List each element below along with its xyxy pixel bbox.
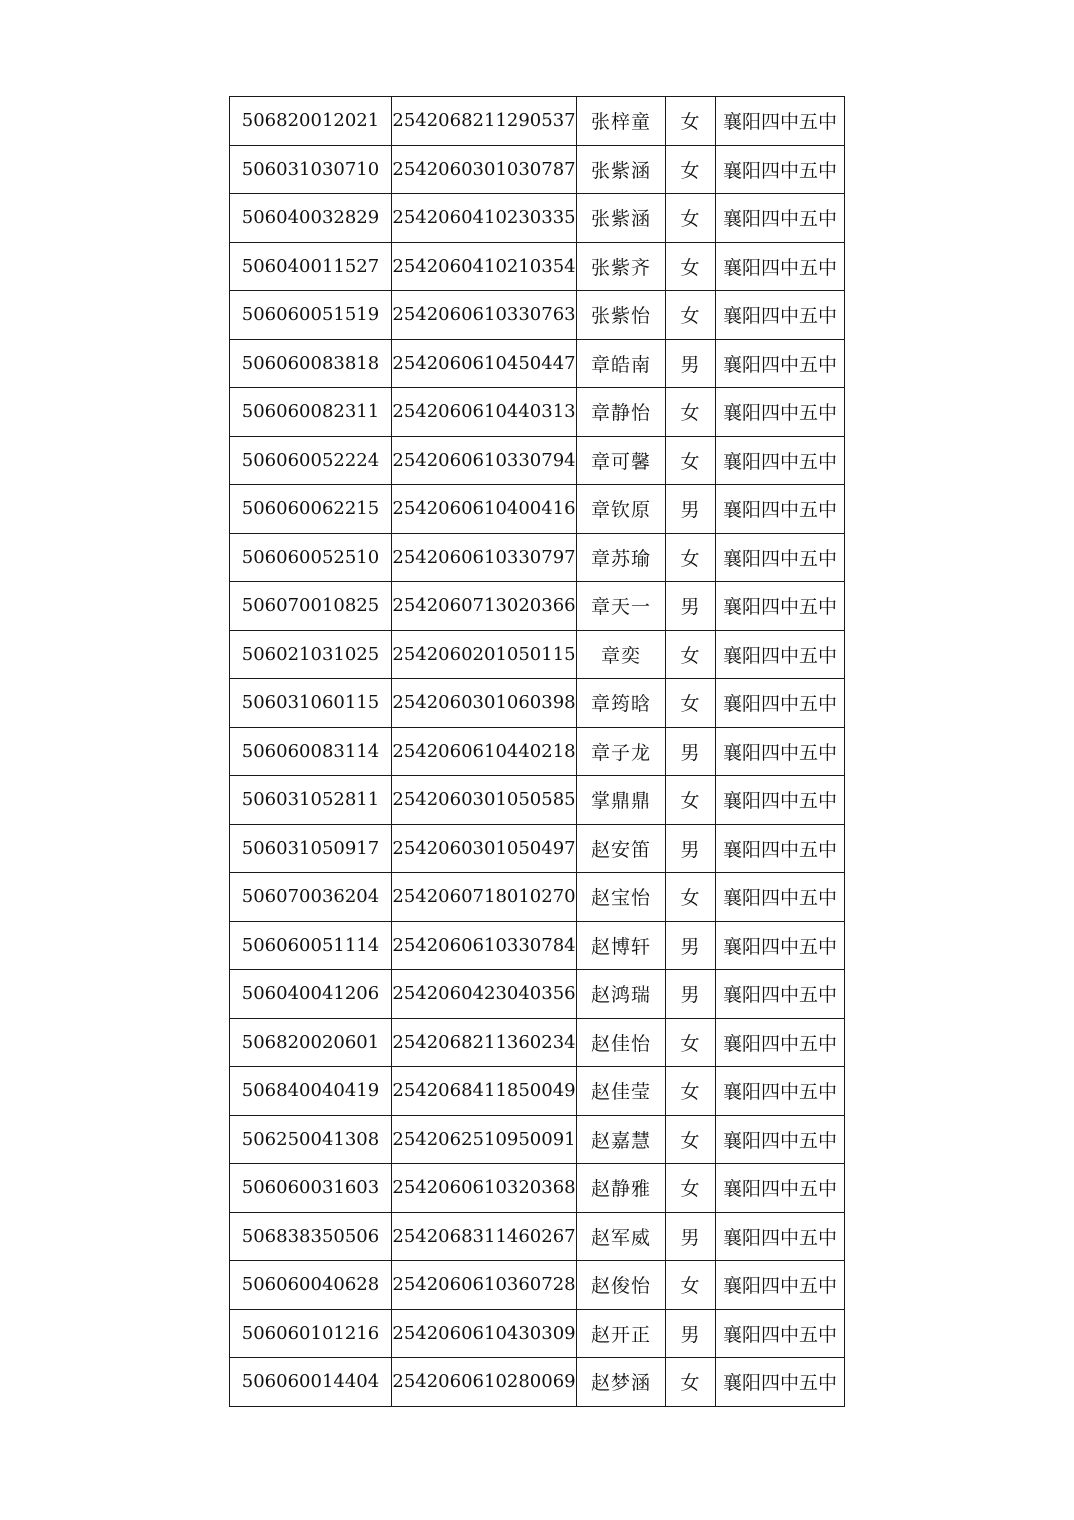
exam-number-cell: 506031060115	[230, 679, 392, 728]
student-name-cell: 张紫齐	[577, 242, 666, 291]
table-row	[230, 1018, 845, 1067]
student-id-cell: 2542060423040356	[392, 970, 577, 1019]
student-name-cell: 章苏瑜	[577, 533, 666, 582]
school-cell: 襄阳四中五中	[716, 921, 845, 970]
school-cell: 襄阳四中五中	[716, 97, 845, 146]
table-row	[230, 97, 845, 146]
gender-cell: 女	[666, 97, 716, 146]
table-row	[230, 630, 845, 679]
student-id-cell: 2542060610450447	[392, 339, 577, 388]
exam-number-cell: 506060052510	[230, 533, 392, 582]
exam-number-cell: 506060062215	[230, 485, 392, 534]
gender-cell: 男	[666, 1309, 716, 1358]
school-cell: 襄阳四中五中	[716, 533, 845, 582]
student-name-cell: 章钦原	[577, 485, 666, 534]
student-name-cell: 赵佳怡	[577, 1018, 666, 1067]
student-name-cell: 赵宝怡	[577, 873, 666, 922]
student-name-cell: 张紫怡	[577, 291, 666, 340]
gender-cell: 女	[666, 291, 716, 340]
school-cell: 襄阳四中五中	[716, 388, 845, 437]
table-row	[230, 1309, 845, 1358]
student-name-cell: 章可馨	[577, 436, 666, 485]
table-row	[230, 242, 845, 291]
school-cell: 襄阳四中五中	[716, 291, 845, 340]
table-row	[230, 824, 845, 873]
student-id-cell: 2542068211360234	[392, 1018, 577, 1067]
table-row	[230, 1164, 845, 1213]
student-id-cell: 2542060610280069	[392, 1358, 577, 1407]
gender-cell: 男	[666, 582, 716, 631]
exam-number-cell: 506031052811	[230, 776, 392, 825]
exam-number-cell: 506820012021	[230, 97, 392, 146]
student-id-cell: 2542060301030787	[392, 145, 577, 194]
gender-cell: 女	[666, 242, 716, 291]
gender-cell: 女	[666, 1115, 716, 1164]
student-name-cell: 章筠晗	[577, 679, 666, 728]
school-cell: 襄阳四中五中	[716, 436, 845, 485]
school-cell: 襄阳四中五中	[716, 242, 845, 291]
exam-number-cell: 506070036204	[230, 873, 392, 922]
student-name-cell: 章子龙	[577, 727, 666, 776]
student-id-cell: 2542068311460267	[392, 1212, 577, 1261]
student-id-cell: 2542060201050115	[392, 630, 577, 679]
table-row	[230, 1261, 845, 1310]
gender-cell: 女	[666, 1358, 716, 1407]
gender-cell: 女	[666, 1018, 716, 1067]
student-id-cell: 2542068411850049	[392, 1067, 577, 1116]
school-cell: 襄阳四中五中	[716, 1261, 845, 1310]
school-cell: 襄阳四中五中	[716, 679, 845, 728]
gender-cell: 男	[666, 921, 716, 970]
student-id-cell: 2542060718010270	[392, 873, 577, 922]
school-cell: 襄阳四中五中	[716, 1164, 845, 1213]
gender-cell: 男	[666, 824, 716, 873]
gender-cell: 女	[666, 630, 716, 679]
school-cell: 襄阳四中五中	[716, 1309, 845, 1358]
student-id-cell: 2542060610440218	[392, 727, 577, 776]
table-row	[230, 679, 845, 728]
school-cell: 襄阳四中五中	[716, 727, 845, 776]
exam-number-cell: 506250041308	[230, 1115, 392, 1164]
exam-number-cell: 506840040419	[230, 1067, 392, 1116]
table-row	[230, 582, 845, 631]
student-id-cell: 2542062510950091	[392, 1115, 577, 1164]
school-cell: 襄阳四中五中	[716, 824, 845, 873]
student-roster-table	[229, 96, 845, 1407]
student-id-cell: 2542060610400416	[392, 485, 577, 534]
student-name-cell: 赵佳莹	[577, 1067, 666, 1116]
table-row	[230, 388, 845, 437]
table-row	[230, 291, 845, 340]
student-name-cell: 赵军威	[577, 1212, 666, 1261]
exam-number-cell: 506820020601	[230, 1018, 392, 1067]
student-name-cell: 章奕	[577, 630, 666, 679]
student-id-cell: 2542060610330763	[392, 291, 577, 340]
gender-cell: 女	[666, 1067, 716, 1116]
school-cell: 襄阳四中五中	[716, 970, 845, 1019]
student-name-cell: 张紫涵	[577, 194, 666, 243]
gender-cell: 男	[666, 970, 716, 1019]
student-id-cell: 2542060301060398	[392, 679, 577, 728]
school-cell: 襄阳四中五中	[716, 339, 845, 388]
exam-number-cell: 506040041206	[230, 970, 392, 1019]
school-cell: 襄阳四中五中	[716, 1212, 845, 1261]
gender-cell: 男	[666, 1212, 716, 1261]
gender-cell: 女	[666, 388, 716, 437]
student-name-cell: 赵梦涵	[577, 1358, 666, 1407]
exam-number-cell: 506060052224	[230, 436, 392, 485]
student-name-cell: 章天一	[577, 582, 666, 631]
student-id-cell: 2542060610440313	[392, 388, 577, 437]
student-id-cell: 2542060410210354	[392, 242, 577, 291]
student-name-cell: 赵俊怡	[577, 1261, 666, 1310]
school-cell: 襄阳四中五中	[716, 194, 845, 243]
table-row	[230, 921, 845, 970]
school-cell: 襄阳四中五中	[716, 1067, 845, 1116]
student-name-cell: 赵博轩	[577, 921, 666, 970]
student-id-cell: 2542060713020366	[392, 582, 577, 631]
table-row	[230, 873, 845, 922]
student-name-cell: 赵鸿瑞	[577, 970, 666, 1019]
table-row	[230, 1358, 845, 1407]
school-cell: 襄阳四中五中	[716, 582, 845, 631]
table-row	[230, 1115, 845, 1164]
student-id-cell: 2542060610330794	[392, 436, 577, 485]
table-row	[230, 1067, 845, 1116]
exam-number-cell: 506040032829	[230, 194, 392, 243]
student-id-cell: 2542060610330797	[392, 533, 577, 582]
table-row	[230, 339, 845, 388]
student-id-cell: 2542060610320368	[392, 1164, 577, 1213]
school-cell: 襄阳四中五中	[716, 776, 845, 825]
gender-cell: 女	[666, 776, 716, 825]
gender-cell: 男	[666, 727, 716, 776]
school-cell: 襄阳四中五中	[716, 1358, 845, 1407]
table-row	[230, 970, 845, 1019]
roster-body	[230, 97, 845, 1407]
exam-number-cell: 506060051519	[230, 291, 392, 340]
student-name-cell: 赵静雅	[577, 1164, 666, 1213]
exam-number-cell: 506031050917	[230, 824, 392, 873]
student-name-cell: 掌鼎鼎	[577, 776, 666, 825]
school-cell: 襄阳四中五中	[716, 873, 845, 922]
gender-cell: 女	[666, 679, 716, 728]
school-cell: 襄阳四中五中	[716, 485, 845, 534]
gender-cell: 女	[666, 145, 716, 194]
gender-cell: 男	[666, 339, 716, 388]
exam-number-cell: 506021031025	[230, 630, 392, 679]
student-id-cell: 2542060610430309	[392, 1309, 577, 1358]
student-id-cell: 2542060610360728	[392, 1261, 577, 1310]
table-row	[230, 194, 845, 243]
student-id-cell: 2542060410230335	[392, 194, 577, 243]
student-name-cell: 赵嘉慧	[577, 1115, 666, 1164]
exam-number-cell: 506060031603	[230, 1164, 392, 1213]
school-cell: 襄阳四中五中	[716, 1018, 845, 1067]
exam-number-cell: 506070010825	[230, 582, 392, 631]
gender-cell: 女	[666, 873, 716, 922]
gender-cell: 男	[666, 485, 716, 534]
gender-cell: 女	[666, 1164, 716, 1213]
table-row	[230, 776, 845, 825]
gender-cell: 女	[666, 436, 716, 485]
student-name-cell: 张梓童	[577, 97, 666, 146]
school-cell: 襄阳四中五中	[716, 145, 845, 194]
table-row	[230, 1212, 845, 1261]
student-id-cell: 2542060301050585	[392, 776, 577, 825]
exam-number-cell: 506040011527	[230, 242, 392, 291]
exam-number-cell: 506060040628	[230, 1261, 392, 1310]
table-row	[230, 727, 845, 776]
school-cell: 襄阳四中五中	[716, 630, 845, 679]
student-name-cell: 张紫涵	[577, 145, 666, 194]
student-name-cell: 章静怡	[577, 388, 666, 437]
exam-number-cell: 506060014404	[230, 1358, 392, 1407]
exam-number-cell: 506060051114	[230, 921, 392, 970]
school-cell: 襄阳四中五中	[716, 1115, 845, 1164]
student-name-cell: 赵开正	[577, 1309, 666, 1358]
student-id-cell: 2542068211290537	[392, 97, 577, 146]
exam-number-cell: 506060083114	[230, 727, 392, 776]
exam-number-cell: 506060083818	[230, 339, 392, 388]
student-name-cell: 章皓南	[577, 339, 666, 388]
student-id-cell: 2542060301050497	[392, 824, 577, 873]
exam-number-cell: 506060101216	[230, 1309, 392, 1358]
student-id-cell: 2542060610330784	[392, 921, 577, 970]
table-row	[230, 436, 845, 485]
exam-number-cell: 506031030710	[230, 145, 392, 194]
gender-cell: 女	[666, 194, 716, 243]
table-row	[230, 145, 845, 194]
exam-number-cell: 506838350506	[230, 1212, 392, 1261]
table-row	[230, 485, 845, 534]
student-name-cell: 赵安笛	[577, 824, 666, 873]
gender-cell: 女	[666, 533, 716, 582]
exam-number-cell: 506060082311	[230, 388, 392, 437]
gender-cell: 女	[666, 1261, 716, 1310]
table-row	[230, 533, 845, 582]
